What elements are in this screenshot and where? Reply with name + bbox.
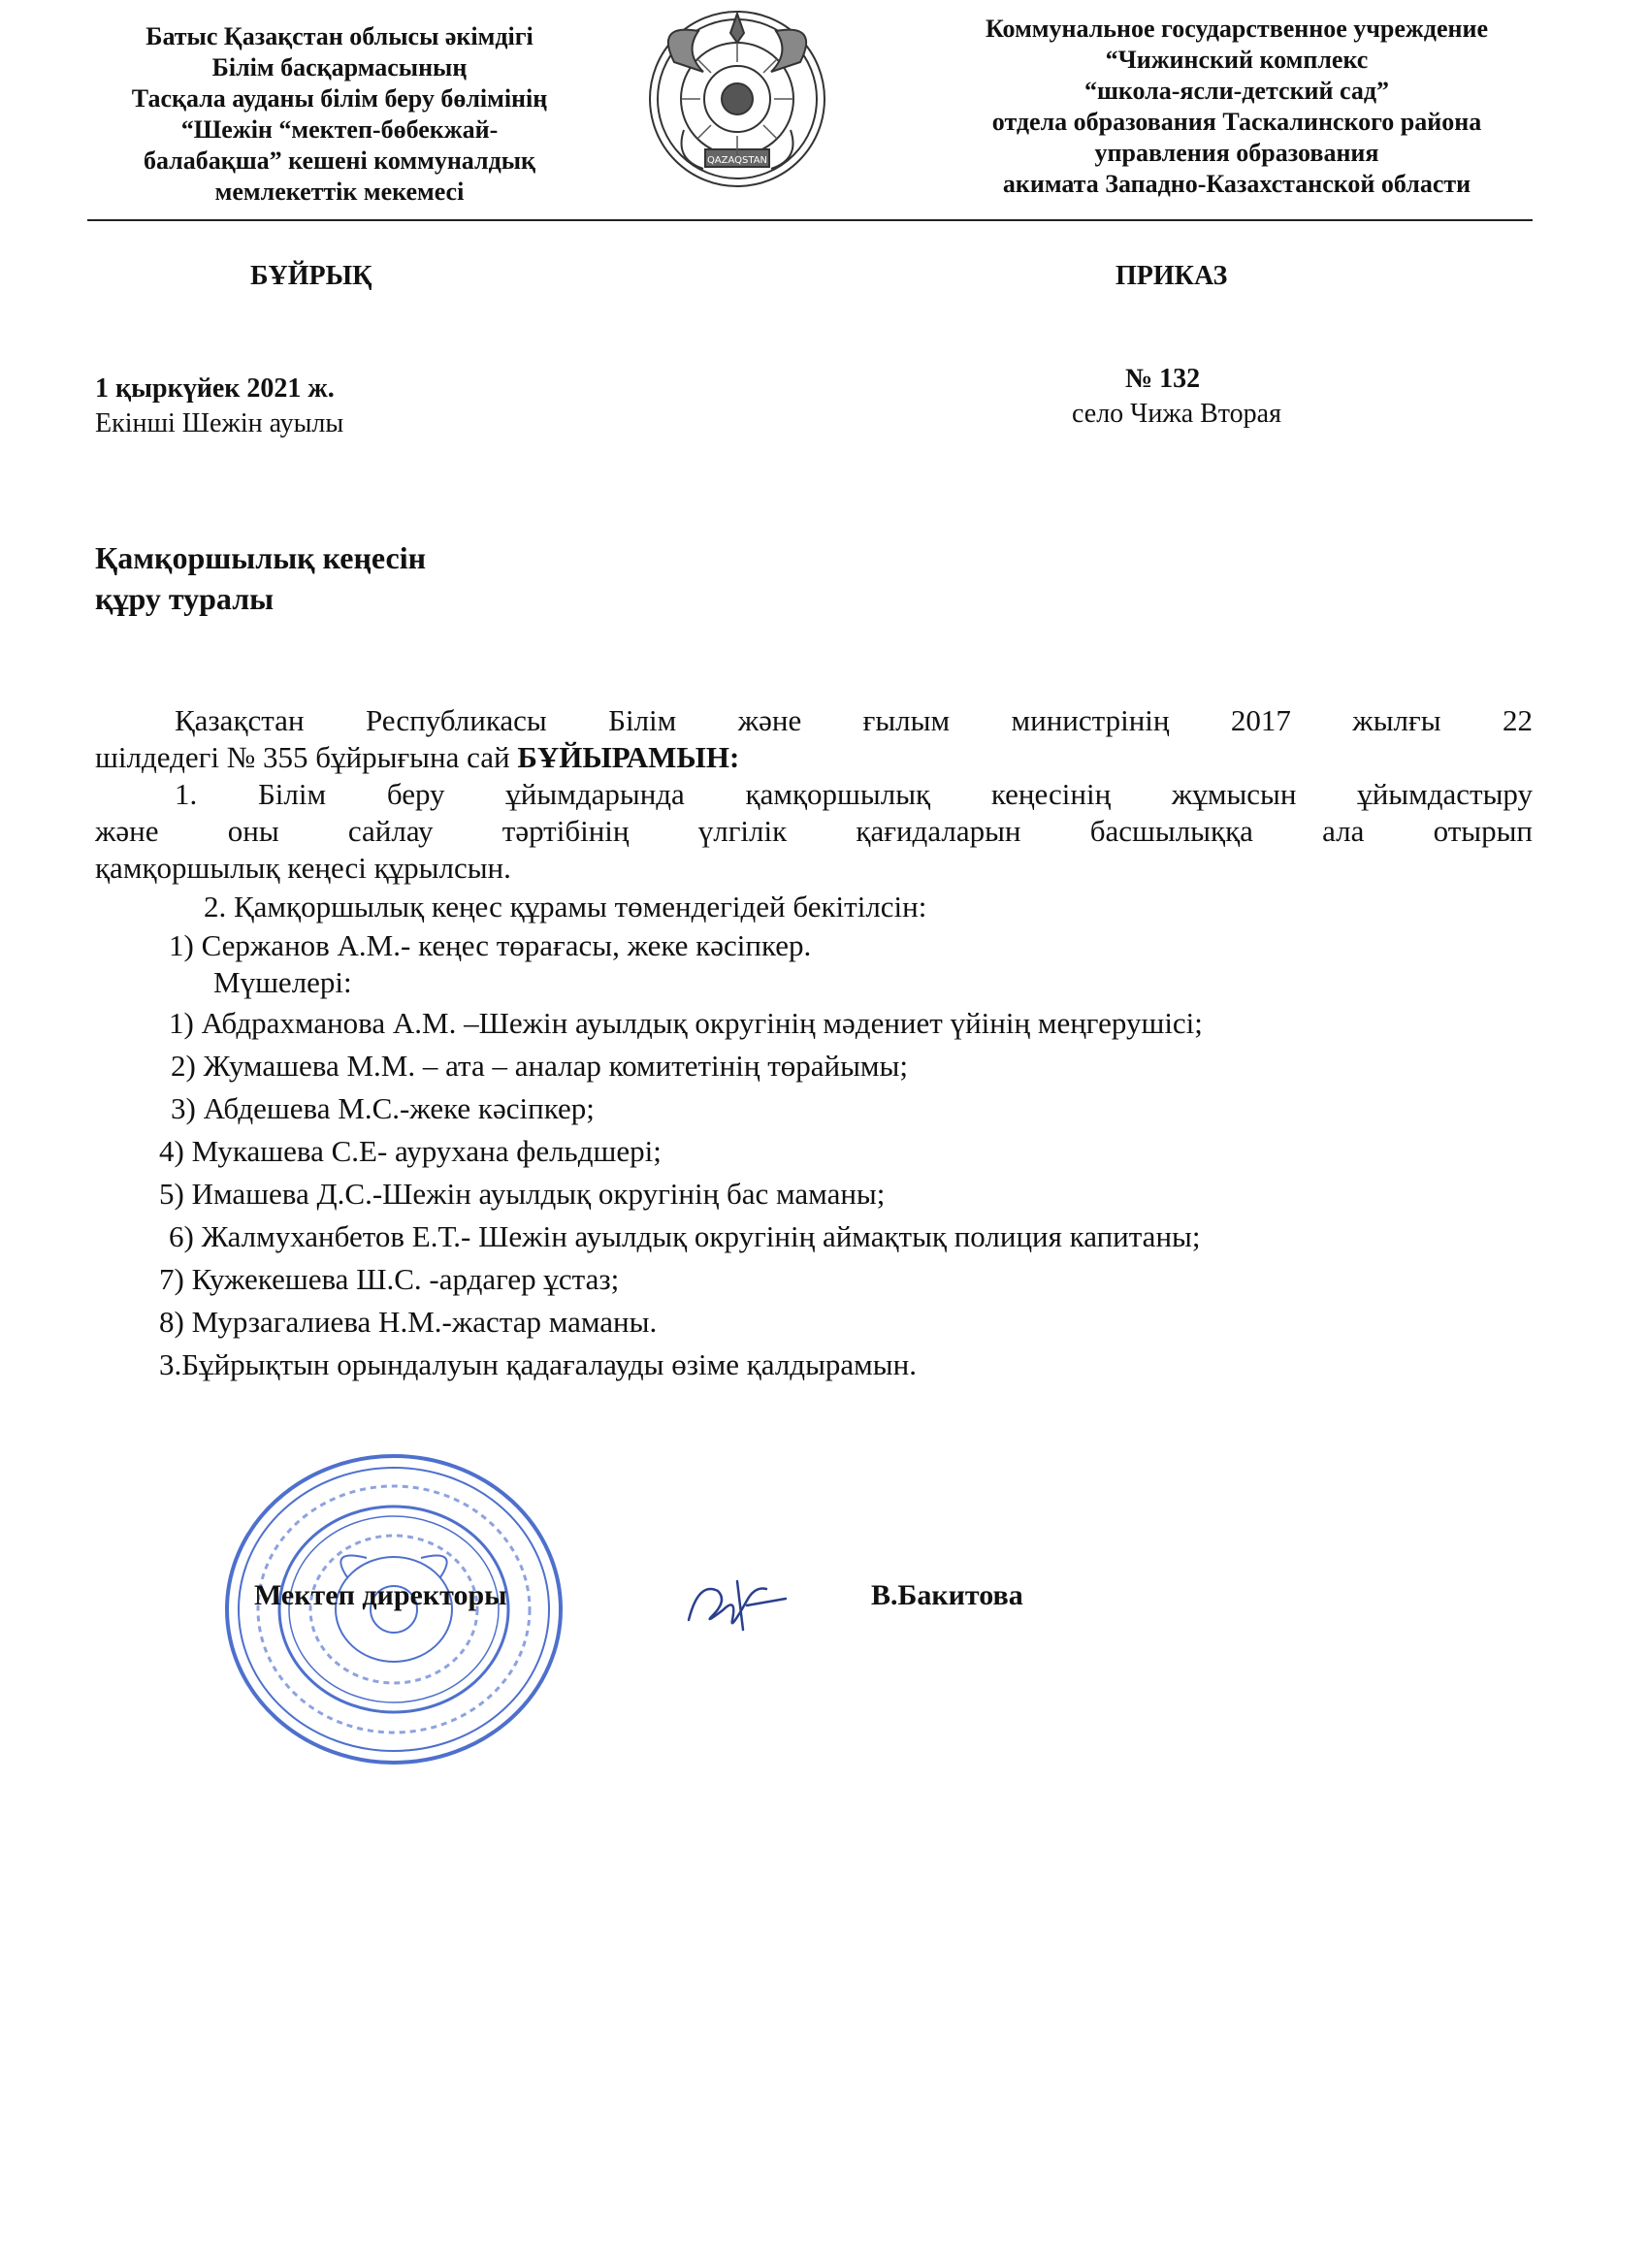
header-ru-organization xyxy=(878,14,1596,200)
p1-line-1: 1. Білім беру ұйымдарында қамқоршылық кеңесінің жұмысын ұйымдастыру xyxy=(175,777,1533,811)
member-line: 2) Жумашева М.М. – ата – аналар комитетінің төрайымы; xyxy=(171,1049,908,1083)
intro-line-2 xyxy=(95,739,1533,776)
member-line: 7) Кужекешева Ш.С. -ардагер ұстаз; xyxy=(159,1262,620,1296)
order-keyword: БҰЙЫРАМЫН: xyxy=(517,740,740,774)
header-ru-line: Коммунальное государственное учреждение xyxy=(986,15,1488,43)
emblem-text: QAZAQSTAN xyxy=(706,155,768,166)
subject-line: Қамқоршылық кеңесін xyxy=(95,540,427,575)
header-ru-line: управления образования xyxy=(1094,139,1379,167)
member-line: 5) Имашева Д.С.-Шежін ауылдық округінің бас маманы; xyxy=(159,1177,886,1211)
p2-line: 2. Қамқоршылық кеңес құрамы төмендегідей бекітілсін: xyxy=(204,890,927,923)
doc-place-ru: село Чижа Вторая xyxy=(1072,399,1281,429)
header-ru-line: акимата Западно-Казахстанской области xyxy=(1002,170,1471,198)
header-ru-line: отдела образования Таскалинского района xyxy=(991,108,1482,136)
member-line: 6) Жалмуханбетов Е.Т.- Шежін ауылдық округінің аймақтық полиция капитаны; xyxy=(169,1219,1201,1253)
handwritten-signature-icon xyxy=(679,1562,795,1639)
member-line: 1) Абдрахманова А.М. –Шежін ауылдық округінің мәдениет үйінің меңгерушісі; xyxy=(169,1006,1203,1040)
doc-body xyxy=(95,702,1533,1383)
header-kz-line: Батыс Қазақстан облысы әкімдігі xyxy=(146,22,534,50)
chair-line: 1) Сержанов А.М.- кеңес төрағасы, жеке кәсіпкер. xyxy=(169,928,812,962)
intro-text: шілдедегі № 355 бұйрығына сай xyxy=(95,740,518,774)
header-ru-line: “Чижинский комплекс xyxy=(1105,46,1369,74)
p3-line: 3.Бұйрықтын орындалуын қадағалауды өзіме қалдырамын. xyxy=(159,1347,917,1381)
doc-type-kz: БҰЙРЫҚ xyxy=(250,261,372,291)
member-line: 8) Мурзагалиева Н.М.-жастар маманы. xyxy=(159,1305,658,1339)
signatory-title: Мектеп директоры xyxy=(254,1579,507,1611)
signatory-name: В.Бакитова xyxy=(871,1579,1023,1611)
p1-line-3: қамқоршылық кеңесі құрылсын. xyxy=(95,851,511,885)
header-kz-organization xyxy=(87,21,592,208)
header-ru-line: “школа-ясли-детский сад” xyxy=(1083,77,1390,105)
member-line: 3) Абдешева М.С.-жеке кәсіпкер; xyxy=(171,1091,595,1125)
intro-line-1: Қазақстан Республикасы Білім және ғылым министрінің 2017 жылғы 22 xyxy=(175,703,1533,737)
doc-type-ru: ПРИКАЗ xyxy=(1116,261,1228,291)
header-kz-line: балабақша” кешені коммуналдық xyxy=(143,146,536,175)
p1-line-2: және оны сайлау тәртібінің үлгілік қағидаларын басшылыққа ала отырып xyxy=(95,814,1533,848)
members-label: Мүшелері: xyxy=(213,965,352,999)
header-kz-line: Тасқала ауданы білім беру бөлімінің xyxy=(131,84,548,113)
header-kz-line: мемлекеттік мекемесі xyxy=(214,178,465,206)
header-kz-line: “Шежін “мектеп-бөбекжай- xyxy=(180,115,499,144)
doc-place-kz: Екінші Шежін ауылы xyxy=(95,408,344,438)
header-kz-line: Білім басқармасының xyxy=(211,53,468,81)
state-emblem-icon xyxy=(645,4,829,194)
doc-subject xyxy=(95,537,426,619)
doc-date: 1 қыркүйек 2021 ж. xyxy=(95,373,335,404)
member-line: 4) Мукашева С.Е- аурухана фельдшері; xyxy=(159,1134,662,1168)
subject-line: құру туралы xyxy=(95,581,275,616)
header-divider xyxy=(87,219,1533,221)
doc-number: № 132 xyxy=(1125,364,1201,394)
